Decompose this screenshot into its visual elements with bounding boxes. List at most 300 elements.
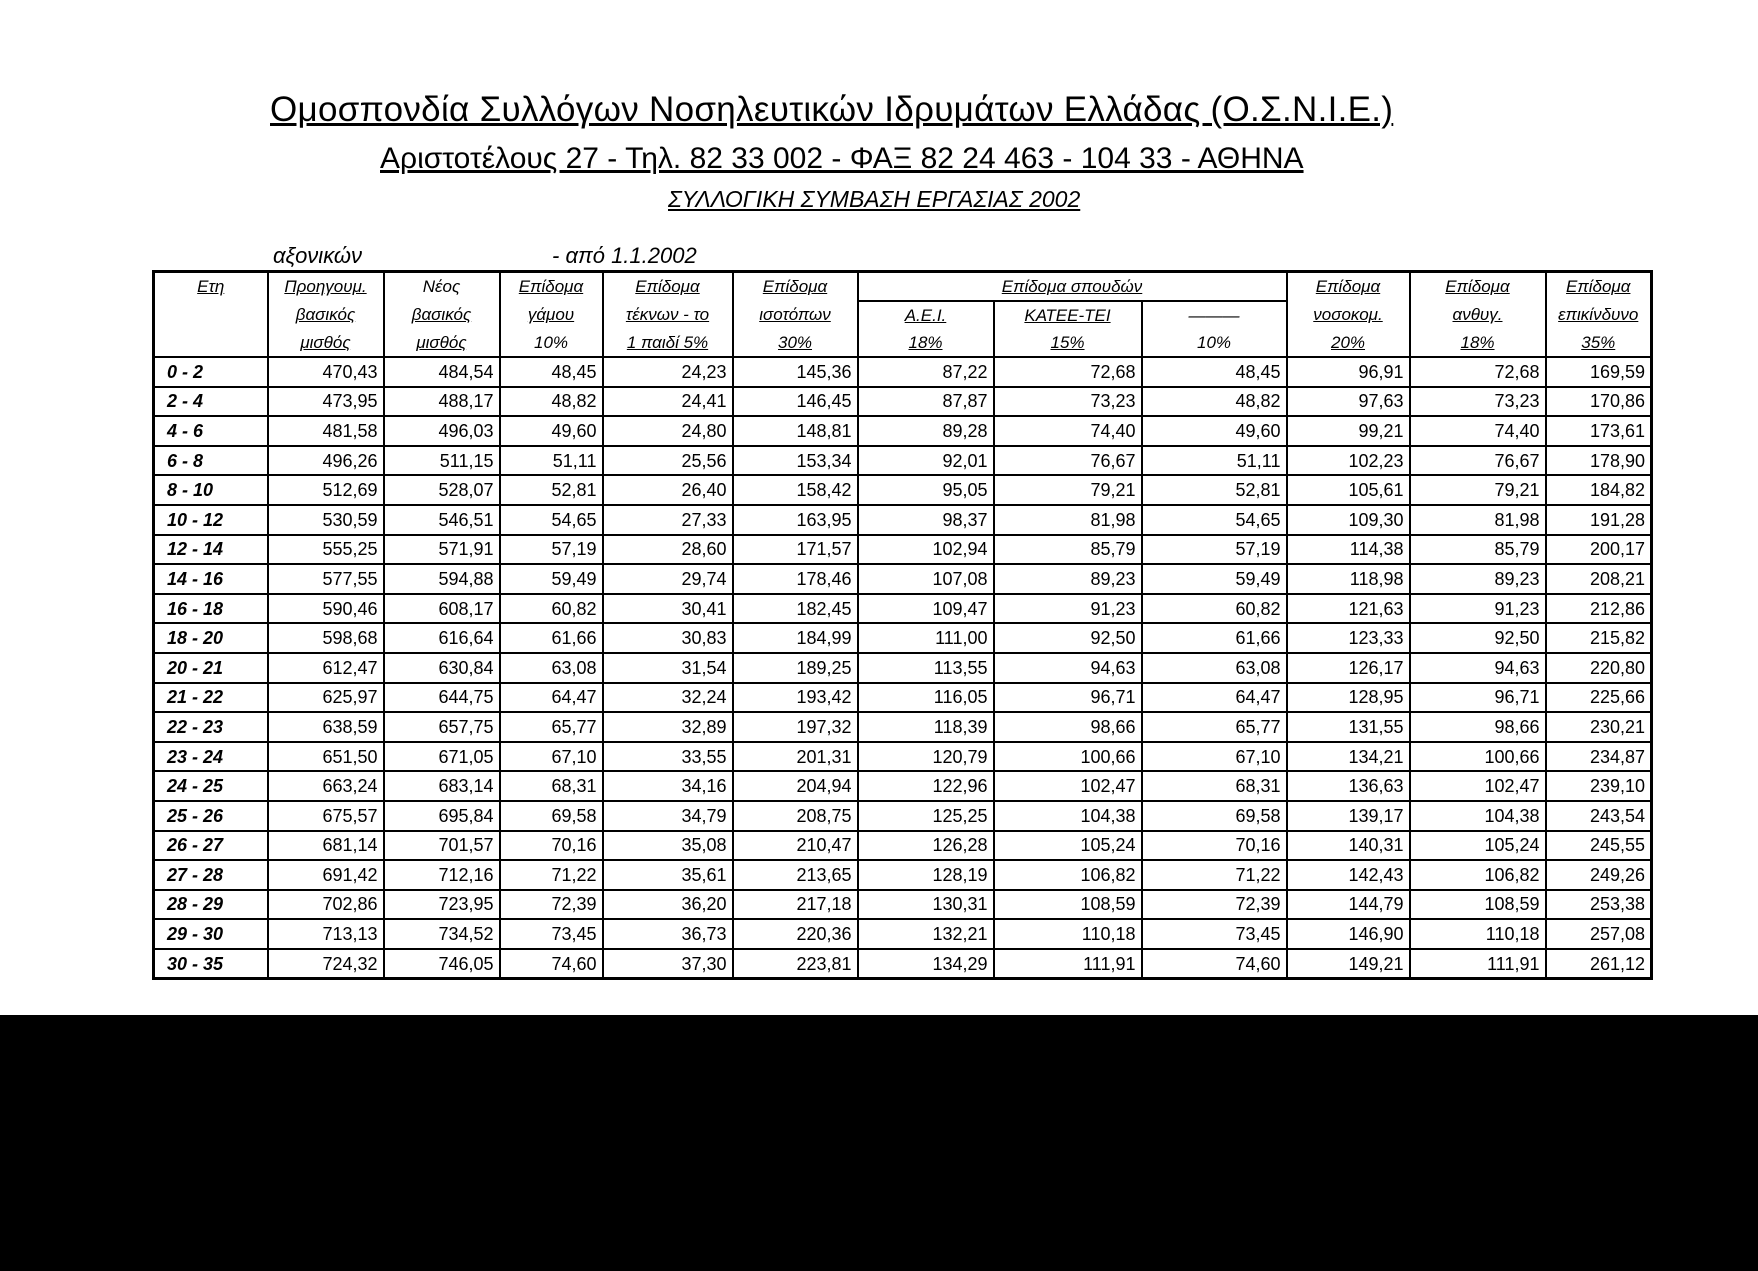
cell-katee-tei: 111,91 xyxy=(994,949,1142,979)
cell-hazard: 212,86 xyxy=(1546,594,1652,624)
cell-new-salary: 723,95 xyxy=(384,890,500,920)
cell-unhealthy: 92,50 xyxy=(1410,623,1546,653)
cell-new-salary: 571,91 xyxy=(384,535,500,565)
cell-hospital: 109,30 xyxy=(1287,505,1410,535)
cell-marriage: 70,16 xyxy=(500,831,603,861)
cell-isotopes: 178,46 xyxy=(733,564,858,594)
cell-hazard: 225,66 xyxy=(1546,683,1652,713)
header-aei-l2: Α.Ε.Ι. xyxy=(858,301,994,329)
header-marriage-l1: Επίδομα xyxy=(500,272,603,302)
cell-third-study: 69,58 xyxy=(1142,801,1287,831)
cell-isotopes: 223,81 xyxy=(733,949,858,979)
cell-children: 37,30 xyxy=(603,949,733,979)
cell-children: 31,54 xyxy=(603,653,733,683)
cell-marriage: 61,66 xyxy=(500,623,603,653)
document-title: Ομοσπονδία Συλλόγων Νοσηλευτικών Ιδρυμάτων Ελλάδας (Ο.Σ.Ν.Ι.Ε.) xyxy=(270,90,1394,129)
cell-unhealthy: 98,66 xyxy=(1410,712,1546,742)
table-row xyxy=(154,742,1652,772)
header-aei-l3: 18% xyxy=(858,329,994,357)
cell-children: 24,23 xyxy=(603,357,733,387)
cell-third-study: 48,45 xyxy=(1142,357,1287,387)
cell-unhealthy: 81,98 xyxy=(1410,505,1546,535)
cell-prev-salary: 530,59 xyxy=(268,505,384,535)
cell-prev-salary: 663,24 xyxy=(268,771,384,801)
cell-third-study: 72,39 xyxy=(1142,890,1287,920)
cell-hazard: 261,12 xyxy=(1546,949,1652,979)
cell-hospital: 136,63 xyxy=(1287,771,1410,801)
cell-hazard: 243,54 xyxy=(1546,801,1652,831)
cell-unhealthy: 106,82 xyxy=(1410,860,1546,890)
cell-katee-tei: 102,47 xyxy=(994,771,1142,801)
header-children-l2: τέκνων - το xyxy=(603,301,733,329)
cell-isotopes: 153,34 xyxy=(733,446,858,476)
cell-hazard: 230,21 xyxy=(1546,712,1652,742)
cell-hazard: 191,28 xyxy=(1546,505,1652,535)
cell-children: 33,55 xyxy=(603,742,733,772)
cell-third-study: 68,31 xyxy=(1142,771,1287,801)
cell-new-salary: 671,05 xyxy=(384,742,500,772)
cell-children: 26,40 xyxy=(603,475,733,505)
cell-isotopes: 217,18 xyxy=(733,890,858,920)
cell-katee-tei: 94,63 xyxy=(994,653,1142,683)
cell-hazard: 249,26 xyxy=(1546,860,1652,890)
cell-aei: 95,05 xyxy=(858,475,994,505)
header-years-l3 xyxy=(154,329,268,357)
cell-unhealthy: 100,66 xyxy=(1410,742,1546,772)
cell-hospital: 114,38 xyxy=(1287,535,1410,565)
cell-new-salary: 528,07 xyxy=(384,475,500,505)
cell-hospital: 139,17 xyxy=(1287,801,1410,831)
cell-katee-tei: 72,68 xyxy=(994,357,1142,387)
header-prev-salary-l3: μισθός xyxy=(268,329,384,357)
cell-new-salary: 496,03 xyxy=(384,416,500,446)
cell-hospital: 149,21 xyxy=(1287,949,1410,979)
cell-aei: 116,05 xyxy=(858,683,994,713)
cell-unhealthy: 91,23 xyxy=(1410,594,1546,624)
cell-prev-salary: 590,46 xyxy=(268,594,384,624)
table-row xyxy=(154,771,1652,801)
cell-third-study: 49,60 xyxy=(1142,416,1287,446)
document-subtitle: ΣΥΛΛΟΓΙΚΗ ΣΥΜΒΑΣΗ ΕΡΓΑΣΙΑΣ 2002 xyxy=(668,186,1081,212)
cell-katee-tei: 108,59 xyxy=(994,890,1142,920)
cell-new-salary: 484,54 xyxy=(384,357,500,387)
cell-prev-salary: 691,42 xyxy=(268,860,384,890)
header-third-study-l2: ——— xyxy=(1142,301,1287,329)
cell-prev-salary: 496,26 xyxy=(268,446,384,476)
cell-hazard: 253,38 xyxy=(1546,890,1652,920)
cell-isotopes: 197,32 xyxy=(733,712,858,742)
cell-unhealthy: 94,63 xyxy=(1410,653,1546,683)
cell-prev-salary: 675,57 xyxy=(268,801,384,831)
cell-aei: 102,94 xyxy=(858,535,994,565)
cell-years: 30 - 35 xyxy=(154,949,268,979)
section-label-left: αξονικών xyxy=(273,243,363,268)
table-row xyxy=(154,535,1652,565)
cell-children: 29,74 xyxy=(603,564,733,594)
header-prev-salary-l2: βασικός xyxy=(268,301,384,329)
cell-isotopes: 204,94 xyxy=(733,771,858,801)
cell-katee-tei: 110,18 xyxy=(994,919,1142,949)
cell-third-study: 51,11 xyxy=(1142,446,1287,476)
table-row xyxy=(154,860,1652,890)
cell-katee-tei: 98,66 xyxy=(994,712,1142,742)
cell-prev-salary: 598,68 xyxy=(268,623,384,653)
cell-unhealthy: 74,40 xyxy=(1410,416,1546,446)
cell-aei: 107,08 xyxy=(858,564,994,594)
header-children-l3: 1 παιδί 5% xyxy=(603,329,733,357)
cell-aei: 132,21 xyxy=(858,919,994,949)
cell-hospital: 118,98 xyxy=(1287,564,1410,594)
cell-prev-salary: 470,43 xyxy=(268,357,384,387)
header-prev-salary-l1: Προηγουμ. xyxy=(268,272,384,302)
cell-prev-salary: 724,32 xyxy=(268,949,384,979)
cell-hospital: 144,79 xyxy=(1287,890,1410,920)
cell-years: 21 - 22 xyxy=(154,683,268,713)
table-row xyxy=(154,416,1652,446)
cell-years: 27 - 28 xyxy=(154,860,268,890)
header-children-l1: Επίδομα xyxy=(603,272,733,302)
cell-unhealthy: 76,67 xyxy=(1410,446,1546,476)
cell-katee-tei: 100,66 xyxy=(994,742,1142,772)
cell-marriage: 48,45 xyxy=(500,357,603,387)
table-row xyxy=(154,683,1652,713)
cell-katee-tei: 96,71 xyxy=(994,683,1142,713)
table-header xyxy=(154,272,1652,358)
cell-third-study: 64,47 xyxy=(1142,683,1287,713)
cell-years: 28 - 29 xyxy=(154,890,268,920)
header-marriage-l3: 10% xyxy=(500,329,603,357)
cell-marriage: 63,08 xyxy=(500,653,603,683)
cell-isotopes: 208,75 xyxy=(733,801,858,831)
table-row xyxy=(154,653,1652,683)
cell-isotopes: 189,25 xyxy=(733,653,858,683)
cell-new-salary: 701,57 xyxy=(384,831,500,861)
cell-isotopes: 184,99 xyxy=(733,623,858,653)
cell-years: 16 - 18 xyxy=(154,594,268,624)
cell-marriage: 60,82 xyxy=(500,594,603,624)
cell-new-salary: 712,16 xyxy=(384,860,500,890)
header-new-salary-l2: βασικός xyxy=(384,301,500,329)
cell-children: 34,79 xyxy=(603,801,733,831)
cell-children: 35,61 xyxy=(603,860,733,890)
header-third-study-l3: 10% xyxy=(1142,329,1287,357)
cell-aei: 128,19 xyxy=(858,860,994,890)
cell-prev-salary: 702,86 xyxy=(268,890,384,920)
header-unhealthy-l1: Επίδομα xyxy=(1410,272,1546,302)
header-unhealthy-l2: ανθυγ. xyxy=(1410,301,1546,329)
cell-hazard: 169,59 xyxy=(1546,357,1652,387)
cell-new-salary: 594,88 xyxy=(384,564,500,594)
cell-children: 30,41 xyxy=(603,594,733,624)
header-marriage-l2: γάμου xyxy=(500,301,603,329)
cell-prev-salary: 651,50 xyxy=(268,742,384,772)
cell-third-study: 71,22 xyxy=(1142,860,1287,890)
cell-third-study: 67,10 xyxy=(1142,742,1287,772)
cell-katee-tei: 79,21 xyxy=(994,475,1142,505)
cell-new-salary: 734,52 xyxy=(384,919,500,949)
cell-hospital: 131,55 xyxy=(1287,712,1410,742)
black-background-band xyxy=(0,1015,1758,1271)
table-row xyxy=(154,387,1652,417)
cell-aei: 87,87 xyxy=(858,387,994,417)
table-row xyxy=(154,623,1652,653)
cell-aei: 109,47 xyxy=(858,594,994,624)
cell-hospital: 97,63 xyxy=(1287,387,1410,417)
salary-table xyxy=(152,270,1653,980)
cell-isotopes: 182,45 xyxy=(733,594,858,624)
cell-third-study: 57,19 xyxy=(1142,535,1287,565)
cell-children: 28,60 xyxy=(603,535,733,565)
cell-years: 26 - 27 xyxy=(154,831,268,861)
cell-marriage: 54,65 xyxy=(500,505,603,535)
cell-isotopes: 210,47 xyxy=(733,831,858,861)
cell-unhealthy: 110,18 xyxy=(1410,919,1546,949)
cell-hazard: 220,80 xyxy=(1546,653,1652,683)
cell-aei: 120,79 xyxy=(858,742,994,772)
cell-marriage: 51,11 xyxy=(500,446,603,476)
cell-hospital: 99,21 xyxy=(1287,416,1410,446)
cell-new-salary: 488,17 xyxy=(384,387,500,417)
cell-children: 36,73 xyxy=(603,919,733,949)
header-katee-tei-l2: ΚΑΤΕΕ-ΤΕΙ xyxy=(994,301,1142,329)
cell-marriage: 52,81 xyxy=(500,475,603,505)
cell-unhealthy: 73,23 xyxy=(1410,387,1546,417)
cell-children: 34,16 xyxy=(603,771,733,801)
cell-aei: 87,22 xyxy=(858,357,994,387)
header-new-salary-l1: Νέος xyxy=(384,272,500,302)
cell-prev-salary: 473,95 xyxy=(268,387,384,417)
cell-isotopes: 146,45 xyxy=(733,387,858,417)
cell-isotopes: 158,42 xyxy=(733,475,858,505)
header-katee-tei-l3: 15% xyxy=(994,329,1142,357)
table-row xyxy=(154,475,1652,505)
cell-years: 29 - 30 xyxy=(154,919,268,949)
cell-aei: 118,39 xyxy=(858,712,994,742)
cell-hospital: 140,31 xyxy=(1287,831,1410,861)
cell-isotopes: 220,36 xyxy=(733,919,858,949)
header-hospital-l3: 20% xyxy=(1287,329,1410,357)
cell-hazard: 257,08 xyxy=(1546,919,1652,949)
cell-years: 24 - 25 xyxy=(154,771,268,801)
cell-years: 25 - 26 xyxy=(154,801,268,831)
cell-aei: 92,01 xyxy=(858,446,994,476)
table-body xyxy=(154,357,1652,979)
cell-years: 23 - 24 xyxy=(154,742,268,772)
cell-new-salary: 630,84 xyxy=(384,653,500,683)
cell-years: 2 - 4 xyxy=(154,387,268,417)
cell-marriage: 65,77 xyxy=(500,712,603,742)
cell-children: 30,83 xyxy=(603,623,733,653)
cell-hospital: 126,17 xyxy=(1287,653,1410,683)
cell-marriage: 72,39 xyxy=(500,890,603,920)
cell-unhealthy: 104,38 xyxy=(1410,801,1546,831)
cell-marriage: 73,45 xyxy=(500,919,603,949)
cell-new-salary: 511,15 xyxy=(384,446,500,476)
cell-years: 20 - 21 xyxy=(154,653,268,683)
cell-katee-tei: 89,23 xyxy=(994,564,1142,594)
cell-children: 32,24 xyxy=(603,683,733,713)
cell-isotopes: 193,42 xyxy=(733,683,858,713)
cell-katee-tei: 106,82 xyxy=(994,860,1142,890)
cell-children: 32,89 xyxy=(603,712,733,742)
cell-unhealthy: 108,59 xyxy=(1410,890,1546,920)
cell-isotopes: 145,36 xyxy=(733,357,858,387)
table-row xyxy=(154,712,1652,742)
cell-third-study: 54,65 xyxy=(1142,505,1287,535)
cell-marriage: 57,19 xyxy=(500,535,603,565)
cell-unhealthy: 96,71 xyxy=(1410,683,1546,713)
cell-unhealthy: 111,91 xyxy=(1410,949,1546,979)
cell-children: 24,41 xyxy=(603,387,733,417)
cell-aei: 130,31 xyxy=(858,890,994,920)
cell-years: 4 - 6 xyxy=(154,416,268,446)
header-hospital-l1: Επίδομα xyxy=(1287,272,1410,302)
cell-years: 6 - 8 xyxy=(154,446,268,476)
cell-katee-tei: 81,98 xyxy=(994,505,1142,535)
cell-katee-tei: 73,23 xyxy=(994,387,1142,417)
cell-prev-salary: 625,97 xyxy=(268,683,384,713)
cell-marriage: 67,10 xyxy=(500,742,603,772)
cell-marriage: 71,22 xyxy=(500,860,603,890)
cell-unhealthy: 72,68 xyxy=(1410,357,1546,387)
cell-katee-tei: 74,40 xyxy=(994,416,1142,446)
cell-isotopes: 213,65 xyxy=(733,860,858,890)
cell-unhealthy: 85,79 xyxy=(1410,535,1546,565)
cell-children: 35,08 xyxy=(603,831,733,861)
cell-third-study: 52,81 xyxy=(1142,475,1287,505)
cell-marriage: 49,60 xyxy=(500,416,603,446)
cell-hospital: 96,91 xyxy=(1287,357,1410,387)
cell-hazard: 170,86 xyxy=(1546,387,1652,417)
cell-prev-salary: 481,58 xyxy=(268,416,384,446)
cell-prev-salary: 512,69 xyxy=(268,475,384,505)
cell-hazard: 245,55 xyxy=(1546,831,1652,861)
cell-children: 25,56 xyxy=(603,446,733,476)
cell-third-study: 61,66 xyxy=(1142,623,1287,653)
cell-katee-tei: 85,79 xyxy=(994,535,1142,565)
cell-new-salary: 608,17 xyxy=(384,594,500,624)
table-row xyxy=(154,890,1652,920)
cell-years: 18 - 20 xyxy=(154,623,268,653)
cell-unhealthy: 102,47 xyxy=(1410,771,1546,801)
table-row xyxy=(154,594,1652,624)
cell-hazard: 239,10 xyxy=(1546,771,1652,801)
cell-isotopes: 201,31 xyxy=(733,742,858,772)
cell-hospital: 134,21 xyxy=(1287,742,1410,772)
cell-children: 27,33 xyxy=(603,505,733,535)
header-hazard-l2: επικίνδυνο xyxy=(1546,301,1652,329)
cell-aei: 134,29 xyxy=(858,949,994,979)
cell-prev-salary: 555,25 xyxy=(268,535,384,565)
cell-third-study: 59,49 xyxy=(1142,564,1287,594)
cell-years: 12 - 14 xyxy=(154,535,268,565)
cell-marriage: 48,82 xyxy=(500,387,603,417)
cell-prev-salary: 612,47 xyxy=(268,653,384,683)
cell-hospital: 102,23 xyxy=(1287,446,1410,476)
address-line: Αριστοτέλους 27 - Τηλ. 82 33 002 - ΦΑΞ 82 24 463 - 104 33 - ΑΘΗΝΑ xyxy=(380,142,1304,175)
cell-aei: 89,28 xyxy=(858,416,994,446)
cell-third-study: 48,82 xyxy=(1142,387,1287,417)
cell-aei: 113,55 xyxy=(858,653,994,683)
cell-marriage: 68,31 xyxy=(500,771,603,801)
cell-katee-tei: 76,67 xyxy=(994,446,1142,476)
cell-hazard: 208,21 xyxy=(1546,564,1652,594)
cell-katee-tei: 104,38 xyxy=(994,801,1142,831)
cell-hospital: 121,63 xyxy=(1287,594,1410,624)
header-hazard-l3: 35% xyxy=(1546,329,1652,357)
cell-marriage: 59,49 xyxy=(500,564,603,594)
cell-prev-salary: 638,59 xyxy=(268,712,384,742)
table-row xyxy=(154,564,1652,594)
header-unhealthy-l3: 18% xyxy=(1410,329,1546,357)
cell-new-salary: 657,75 xyxy=(384,712,500,742)
cell-new-salary: 695,84 xyxy=(384,801,500,831)
table-row xyxy=(154,919,1652,949)
cell-katee-tei: 105,24 xyxy=(994,831,1142,861)
table-row xyxy=(154,801,1652,831)
cell-marriage: 64,47 xyxy=(500,683,603,713)
header-years: Ετη xyxy=(154,272,268,302)
cell-third-study: 74,60 xyxy=(1142,949,1287,979)
cell-hazard: 178,90 xyxy=(1546,446,1652,476)
cell-new-salary: 616,64 xyxy=(384,623,500,653)
cell-isotopes: 148,81 xyxy=(733,416,858,446)
cell-years: 0 - 2 xyxy=(154,357,268,387)
cell-isotopes: 163,95 xyxy=(733,505,858,535)
table-row xyxy=(154,949,1652,979)
cell-third-study: 65,77 xyxy=(1142,712,1287,742)
cell-years: 22 - 23 xyxy=(154,712,268,742)
cell-prev-salary: 713,13 xyxy=(268,919,384,949)
cell-aei: 98,37 xyxy=(858,505,994,535)
cell-third-study: 73,45 xyxy=(1142,919,1287,949)
cell-katee-tei: 92,50 xyxy=(994,623,1142,653)
cell-third-study: 60,82 xyxy=(1142,594,1287,624)
header-studies-group: Επίδομα σπουδών xyxy=(858,272,1287,302)
cell-unhealthy: 89,23 xyxy=(1410,564,1546,594)
cell-prev-salary: 681,14 xyxy=(268,831,384,861)
cell-years: 14 - 16 xyxy=(154,564,268,594)
cell-children: 24,80 xyxy=(603,416,733,446)
cell-hospital: 128,95 xyxy=(1287,683,1410,713)
cell-hospital: 142,43 xyxy=(1287,860,1410,890)
cell-aei: 125,25 xyxy=(858,801,994,831)
cell-hazard: 200,17 xyxy=(1546,535,1652,565)
cell-hospital: 146,90 xyxy=(1287,919,1410,949)
header-years-l2 xyxy=(154,301,268,329)
cell-years: 10 - 12 xyxy=(154,505,268,535)
cell-new-salary: 683,14 xyxy=(384,771,500,801)
table-row xyxy=(154,357,1652,387)
cell-aei: 122,96 xyxy=(858,771,994,801)
cell-third-study: 70,16 xyxy=(1142,831,1287,861)
cell-new-salary: 644,75 xyxy=(384,683,500,713)
cell-hazard: 173,61 xyxy=(1546,416,1652,446)
cell-hazard: 234,87 xyxy=(1546,742,1652,772)
cell-years: 8 - 10 xyxy=(154,475,268,505)
cell-third-study: 63,08 xyxy=(1142,653,1287,683)
header-isotopes-l1: Επίδομα xyxy=(733,272,858,302)
cell-new-salary: 546,51 xyxy=(384,505,500,535)
header-isotopes-l3: 30% xyxy=(733,329,858,357)
cell-katee-tei: 91,23 xyxy=(994,594,1142,624)
cell-new-salary: 746,05 xyxy=(384,949,500,979)
cell-hazard: 215,82 xyxy=(1546,623,1652,653)
table-row xyxy=(154,446,1652,476)
table-row xyxy=(154,831,1652,861)
cell-unhealthy: 105,24 xyxy=(1410,831,1546,861)
section-label-right: - από 1.1.2002 xyxy=(552,243,697,268)
